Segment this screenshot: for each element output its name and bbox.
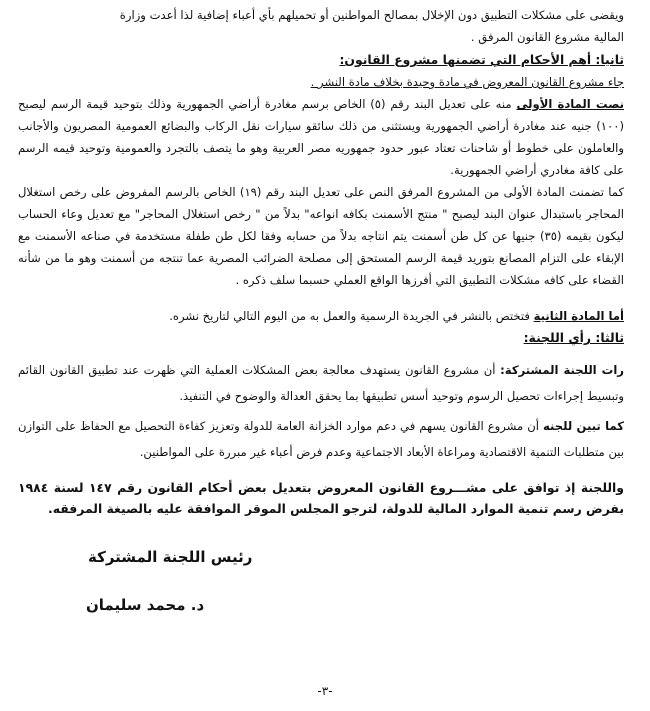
signatory-name: د. محمد سليمان [86, 596, 205, 614]
section-two-subline: جاء مشروع القانون المعروض في مادة وحيدة بخلاف مادة النشر . [310, 75, 624, 89]
page-number: -٣- [317, 684, 333, 698]
committee-finding-label: كما تبين للجنه [542, 419, 624, 433]
committee-view-paragraph [18, 357, 624, 409]
section-two-heading: ثانيا: أهم الأحكام التي تضمنها مشروع القانون: [339, 52, 624, 67]
committee-view-text: أن مشروع القانون يستهدف معالجة بعض المشكلات العملية التي ظهرت عند تطبيق القانون القائم وتبسيط إجراءات تحصيل الرسوم وتوحيد أسس تطبيقها بما يحقق العدالة والوضوح في التنفيذ. [18, 363, 624, 403]
article-2-paragraph [18, 305, 624, 327]
article-2-text: فتختص بالنشر في الجريدة الرسمية والعمل به من اليوم التالي لتاريخ نشره. [169, 309, 534, 323]
intro-line-1: ويقضى على مشكلات التطبيق دون الإخلال بمصالح المواطنين أو تحميلهم بأي أعباء إضافية لذا أعدت وزارة [119, 8, 624, 22]
resolution-paragraph: واللجنة إذ توافق على مشـــروع القانون المعروض بتعديل بعض أحكام القانون رقم ١٤٧ لسنة ١٩٨٤ بفرض رسم تنمية الموارد المالية للدولة، لترجو المجلس الموقر الموافقة عليه بالصيغة المرفقه. [18, 480, 624, 516]
document-page [18, 0, 624, 711]
committee-finding-text: أن مشروع القانون يسهم في دعم موارد الخزانة العامة للدولة وتعزيز كفاءة التحصيل مع الحفاظ على التوازن بين متطلبات التنمية الاقتصادية ومراعاة الأبعاد الاجتماعية وعدم فرض أعباء غير مبررة على المواطنين. [18, 419, 624, 459]
article-1-paragraph [18, 93, 624, 181]
committee-chair-title: رئيس اللجنة المشتركة [88, 548, 253, 566]
article-1-text: منه على تعديل البند رقم (٥) الخاص برسم مغادرة أراضي الجمهورية وذلك بتوحيد قيمة الرسم ليصبح (١٠٠) جنيه عند مغادرة أراضي الجمهورية ويستثنى من ذلك سائقو سيارات نقل الركاب والبضائع العمومية المصريون والأجانب والعاملون على خطوط أو شاحنات تعتاد عبور حدود جمهوريه مصر العربية وهو ما يتصف بالتجرد والعمومية وتوحيد قيمه الرسم على كافة مغادري أراضي الجمهورية. [18, 97, 624, 177]
intro-line-2: المالية مشروع القانون المرفق . [470, 30, 624, 44]
section-three-heading: ثالثا: رأي اللجنة: [523, 330, 624, 345]
article-1-label: نصت المادة الأولى [516, 97, 624, 111]
committee-finding-paragraph [18, 413, 624, 465]
article-1-continuation: كما تضمنت المادة الأولى من المشروع المرفق النص على تعديل البند رقم (١٩) الخاص بالرسم المفروض على رخص استغلال المحاجر باستبدال عنوان البند ليصبح " منتج الأسمنت بكافه انواعه" بدلاً من " رخص استغلال المحاجر" مع تعديل وعاء الحساب ليكون بقيمه (٣٥) جنيها عن كل طن أسمنت يتم انتاجه بدلاً من حسابه وفقا لكل طن طفلة مستخدمة في صناعه الأسمنت مع الإبقاء على التزام المصانع بتوريد قيمة الرسم المستحق إلى مصلحة الضرائب المصرية عما تنتجه من أسمنت وهو ما من شأنه القضاء على كافه مشكلات التطبيق التي أفرزها الواقع العملي حسبما سلف ذكره . [18, 185, 625, 287]
committee-view-label: رات اللجنة المشتركة: [500, 363, 624, 377]
article-2-label: أما المادة الثانية [533, 309, 624, 323]
